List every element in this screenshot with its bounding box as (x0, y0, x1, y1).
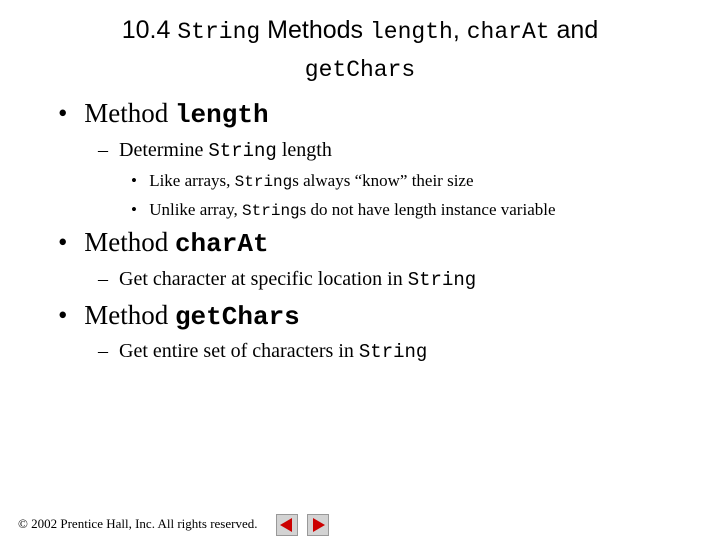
sub-bullet-marker: – (98, 139, 108, 161)
sub-bullet-prefix: Get character at specific location in (119, 268, 408, 290)
bullet-text: Method (84, 300, 175, 330)
next-slide-button[interactable] (307, 514, 329, 536)
title-line-1 (0, 12, 720, 50)
title-text-methods: Methods (267, 16, 364, 44)
bullet-method-charat (58, 227, 269, 259)
sub-sub-bullet-suffix: s always “know” their size (292, 171, 474, 190)
sub-bullet-prefix: Get entire set of characters in (119, 340, 359, 362)
sub-bullet-code: String (358, 341, 428, 363)
sub-sub-bullet-marker: • (131, 200, 137, 219)
title-code-getchars: getChars (304, 57, 416, 83)
bullet-marker: • (58, 300, 68, 330)
sub-sub-bullet-prefix: Unlike array, (149, 200, 243, 219)
bullet-marker: • (58, 227, 68, 257)
slide-title (0, 12, 720, 88)
title-code-charat: charAt (466, 19, 550, 45)
sub-bullet-marker: – (98, 340, 108, 362)
bullet-method-length (58, 98, 269, 130)
sub-sub-bullet-code: String (234, 173, 293, 191)
sub-sub-bullet-marker: • (131, 171, 137, 190)
bullet-method-getchars (58, 300, 300, 332)
bullet-marker: • (58, 98, 68, 128)
sub-bullet-code: String (407, 269, 477, 291)
previous-slide-button[interactable] (276, 514, 298, 536)
title-comma: , (452, 16, 460, 44)
bullet-code: getChars (174, 302, 300, 332)
sub-bullet-get-entire-set (98, 340, 427, 363)
bullet-text: Method (84, 98, 175, 128)
sub-bullet-prefix: Determine (119, 139, 209, 161)
copyright-footer: © 2002 Prentice Hall, Inc. All rights reserved. (18, 516, 258, 531)
sub-bullet-marker: – (98, 268, 108, 290)
bullet-code: charAt (174, 229, 269, 259)
title-code-length: length (370, 19, 453, 45)
sub-bullet-get-character (98, 268, 476, 291)
sub-sub-bullet-code: String (242, 202, 300, 220)
bullet-text: Method (84, 227, 175, 257)
sub-bullet-determine-length (98, 139, 332, 162)
sub-bullet-code: String (208, 140, 277, 162)
left-triangle-icon (277, 515, 297, 535)
title-text-and: and (556, 16, 599, 44)
title-number: 10.4 (121, 16, 171, 44)
sub-sub-bullet-prefix: Like arrays, (149, 171, 235, 190)
sub-bullet-suffix: length (276, 139, 332, 161)
right-triangle-icon (308, 515, 328, 535)
sub-sub-bullet-suffix: s do not have length instance variable (299, 200, 556, 219)
title-code-string: String (177, 19, 261, 45)
sub-sub-bullet-unlike-array (131, 200, 556, 220)
title-line-2 (0, 50, 720, 88)
sub-sub-bullet-like-arrays (131, 171, 474, 191)
bullet-code: length (174, 100, 269, 130)
